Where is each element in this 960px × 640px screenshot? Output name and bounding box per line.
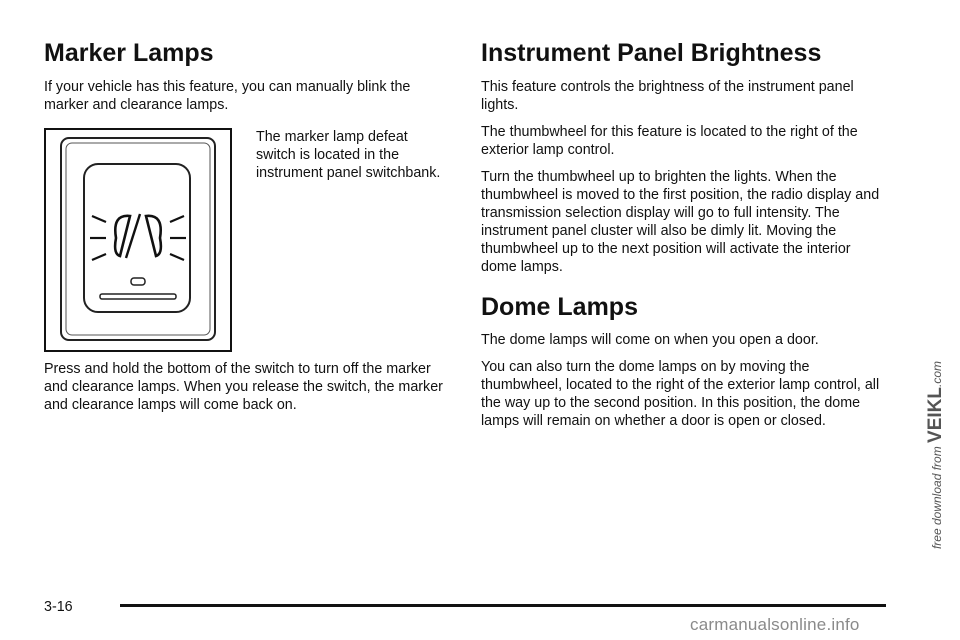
- figure-caption: [256, 128, 446, 182]
- dome-lamps-heading: Dome Lamps: [481, 292, 638, 321]
- marker-lamp-switch-icon: [46, 130, 230, 350]
- watermark-brand: VEIKL: [925, 386, 946, 443]
- watermark-prefix: free download from: [930, 446, 944, 550]
- left-column: [44, 40, 444, 423]
- marker-lamps-body: Press and hold the bottom of the switch to turn off the marker and clearance lamps. When you release the switch, the marker and clearance lamps will come back on.: [44, 360, 443, 413]
- marker-lamp-switch-figure: [44, 128, 232, 352]
- brightness-paragraph-1: This feature controls the brightness of the instrument panel lights.: [481, 78, 854, 113]
- watermark-suffix: .com: [930, 360, 944, 387]
- page-footer: [44, 598, 73, 616]
- figure-row: [44, 128, 444, 360]
- dome-lamps-paragraph-2: You can also turn the dome lamps on by moving the thumbwheel, located to the right of the exterior lamp control, all the way up to the second position. In this position, the dome lamps will remain on whether a door is open or closed.: [481, 359, 880, 429]
- watermark-text: [925, 361, 947, 549]
- right-column: [481, 40, 886, 439]
- figure-caption-text: The marker lamp defeat switch is located in the instrument panel switchbank.: [256, 128, 441, 181]
- brightness-paragraph-3: Turn the thumbwheel up to brighten the lights. When the thumbwheel is moved to the first position, the radio display and transmission selection display will go to full intensity. The instrument panel cluster will also be dimly lit. Moving the thumbwheel up to the next position will activate the interior dome lamps.: [481, 168, 880, 275]
- marker-lamps-heading: Marker Lamps: [44, 39, 214, 67]
- site-url: carmanualsonline.info: [690, 615, 860, 634]
- page-number: 3-16: [44, 599, 73, 615]
- brightness-paragraph-2: The thumbwheel for this feature is located to the right of the exterior lamp control.: [481, 123, 858, 158]
- dome-lamps-paragraph-1: The dome lamps will come on when you open a door.: [481, 332, 819, 348]
- footer-rule: [120, 604, 886, 607]
- instrument-panel-brightness-heading: Instrument Panel Brightness: [481, 39, 822, 67]
- download-watermark: [914, 330, 958, 580]
- marker-lamps-intro: If your vehicle has this feature, you can manually blink the marker and clearance lamps.: [44, 78, 411, 113]
